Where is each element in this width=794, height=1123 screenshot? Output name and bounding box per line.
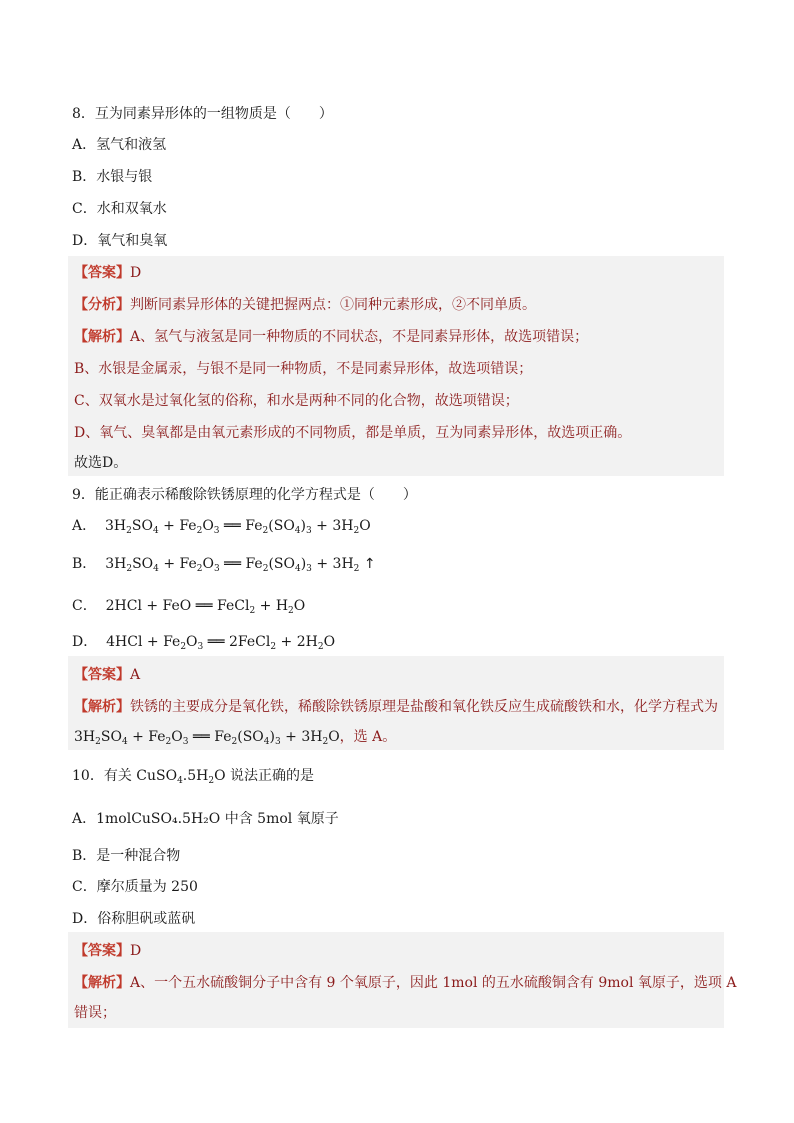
- q8-explain-line-3: C、双氧水是过氧化氢的俗称，和水是两种不同的化合物，故选项错误；: [74, 393, 519, 409]
- answer-tag: 【答案】: [74, 265, 130, 281]
- option-letter: B．: [72, 556, 97, 572]
- explain-tag: 【解析】: [74, 699, 130, 715]
- answer-tag: 【答案】: [74, 667, 130, 683]
- q10-option-c: C．摩尔质量为 250: [72, 879, 198, 895]
- answer-value: A: [130, 667, 141, 683]
- analysis-text: 判断同素异形体的关键把握两点：①同种元素形成，②不同单质。: [130, 297, 536, 313]
- q8-conclusion: 故选D。: [74, 455, 128, 471]
- analysis-tag: 【分析】: [74, 297, 130, 313]
- q10-explain-line-1: [74, 972, 736, 992]
- explain-suffix: ，选 A。: [339, 729, 397, 745]
- q10-option-a: A．1molCuSO₄.5H₂O 中含 5mol 氧原子: [72, 811, 339, 827]
- q8-option-a: A．氢气和液氢: [72, 137, 167, 153]
- q9-option-b: [72, 553, 376, 574]
- q10-option-d: D．俗称胆矾或蓝矾: [72, 911, 196, 927]
- q9-option-d: [72, 631, 335, 652]
- q8-option-d: D．氧气和臭氧: [72, 233, 168, 249]
- q8-solution-box: [68, 256, 724, 476]
- title-suffix: 说法正确的是: [225, 768, 315, 784]
- q9-option-a: [72, 515, 371, 536]
- q8-answer: [74, 262, 141, 282]
- q8-option-c: C．水和双氧水: [72, 201, 167, 217]
- q9-explain-line-2: [74, 726, 396, 747]
- q10-explain-line-2: 错误；: [74, 1005, 116, 1021]
- q8-explain-line-1: [74, 326, 588, 346]
- q9-explain-line-1: [74, 696, 718, 716]
- explain-text: A、氢气与液氢是同一种物质的不同状态，不是同素异形体，故选项错误；: [130, 329, 589, 345]
- explain-tag: 【解析】: [74, 975, 130, 991]
- option-letter: D．: [72, 634, 98, 650]
- formula: $CuSO_4.5H_2O$: [136, 768, 226, 786]
- explain-text: 铁锈的主要成分是氧化铁，稀酸除铁锈原理是盐酸和氧化铁反应生成硫酸铁和水，化学方程式为: [130, 699, 718, 715]
- equation-a: $3H_2SO_4 + Fe_2O_3$ ══ $Fe_2(SO_4)_3 + 3H_2O$: [100, 518, 371, 536]
- q10-option-b: B．是一种混合物: [72, 848, 181, 864]
- equation-d: $4HCl + Fe_2O_3$ ══ 2FeCl$_2$ + $2H_2O$: [101, 634, 336, 652]
- explain-text: A、一个五水硫酸铜分子中含有 9 个氧原子，因此 1mol 的五水硫酸铜含有 9mol 氧原子，选项 A: [130, 975, 737, 991]
- option-letter: A．: [72, 518, 97, 534]
- equation-c: 2HCl + FeO ══ FeCl$_2$ + $H_2O$: [101, 598, 306, 616]
- question-10-title: [72, 765, 314, 786]
- q10-solution-box: [68, 932, 737, 1028]
- answer-value: D: [130, 943, 142, 959]
- q8-option-b: B．水银与银: [72, 169, 153, 185]
- q8-analysis: [74, 294, 536, 314]
- explain-tag: 【解析】: [74, 329, 130, 345]
- q9-answer: [74, 664, 140, 684]
- answer-value: D: [130, 265, 142, 281]
- question-9-title: 9．能正确表示稀酸除铁锈原理的化学方程式是（ ）: [72, 487, 417, 503]
- question-8-title: 8．互为同素异形体的一组物质是（ ）: [72, 106, 333, 122]
- q10-answer: [74, 940, 141, 960]
- title-prefix: 10．有关: [72, 768, 137, 784]
- equation-answer: $3H_2SO_4 + Fe_2O_3$ ══ $Fe_2(SO_4)_3 + 3H_2O$: [74, 729, 340, 747]
- q8-explain-line-4: D、氧气、臭氧都是由氧元素形成的不同物质，都是单质，互为同素异形体，故选项正确。: [74, 425, 632, 441]
- q8-explain-line-2: B、水银是金属汞，与银不是同一种物质，不是同素异形体，故选项错误；: [74, 361, 533, 377]
- q9-option-c: [72, 595, 305, 616]
- option-letter: C．: [72, 598, 97, 614]
- equation-b: $3H_2SO_4 + Fe_2O_3$ ══ $Fe_2(SO_4)_3 + 3H_2$ ↑: [100, 556, 376, 574]
- q9-solution-box: [68, 656, 724, 750]
- answer-tag: 【答案】: [74, 943, 130, 959]
